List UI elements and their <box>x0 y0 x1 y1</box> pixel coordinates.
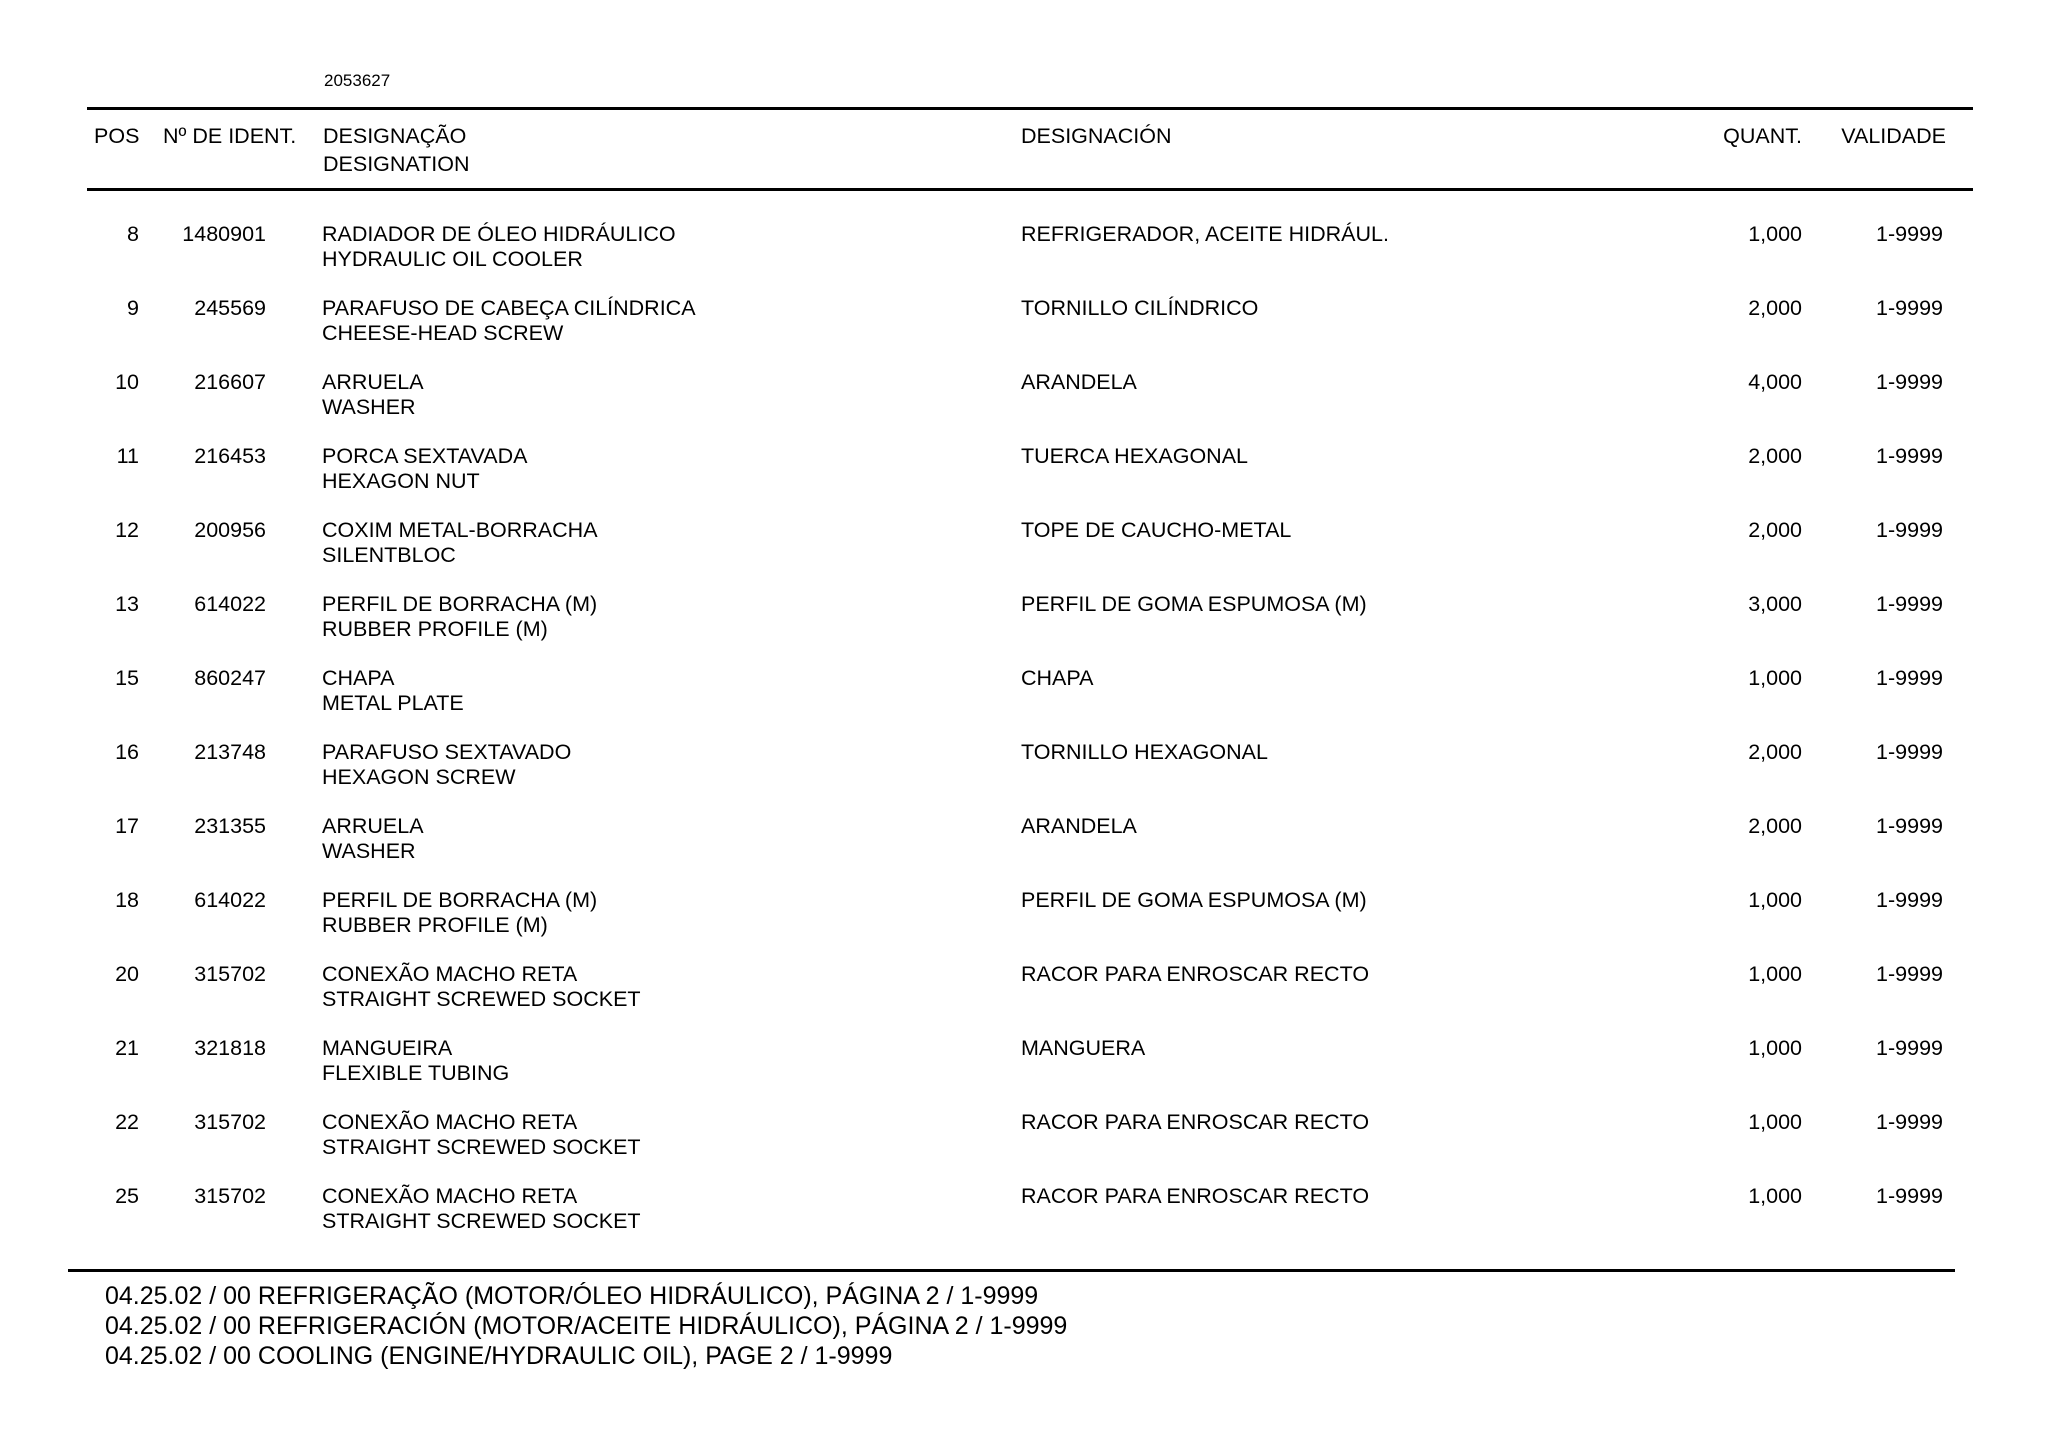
cell-ident: 213748 <box>194 740 266 764</box>
cell-designation-pt: PARAFUSO SEXTAVADO <box>322 740 572 764</box>
cell-designation-pt: CONEXÃO MACHO RETA <box>322 962 578 986</box>
cell-ident: 614022 <box>194 888 266 912</box>
header-top-rule <box>87 107 1973 110</box>
header-bottom-rule <box>87 188 1973 191</box>
cell-pos: 20 <box>115 962 139 986</box>
cell-designation-es: PERFIL DE GOMA ESPUMOSA (M) <box>1021 592 1367 616</box>
cell-pos: 8 <box>127 222 139 246</box>
cell-validade: 1-9999 <box>1876 296 1943 320</box>
cell-designation-es: REFRIGERADOR, ACEITE HIDRÁUL. <box>1021 222 1389 246</box>
table-row <box>0 1110 2048 1184</box>
cell-designation-pt: PORCA SEXTAVADA <box>322 444 528 468</box>
cell-designation-en: FLEXIBLE TUBING <box>322 1061 510 1085</box>
cell-ident: 231355 <box>194 814 266 838</box>
cell-designation-es: PERFIL DE GOMA ESPUMOSA (M) <box>1021 888 1367 912</box>
table-row <box>0 740 2048 814</box>
cell-ident: 321818 <box>194 1036 266 1060</box>
cell-designation-es: TOPE DE CAUCHO-METAL <box>1021 518 1292 542</box>
cell-designation-pt: RADIADOR DE ÓLEO HIDRÁULICO <box>322 222 676 246</box>
parts-table <box>0 222 2048 1258</box>
cell-ident: 315702 <box>194 1184 266 1208</box>
cell-validade: 1-9999 <box>1876 740 1943 764</box>
cell-validade: 1-9999 <box>1876 370 1943 394</box>
table-row <box>0 370 2048 444</box>
cell-validade: 1-9999 <box>1876 444 1943 468</box>
cell-quant: 1,000 <box>1748 1184 1802 1208</box>
cell-quant: 1,000 <box>1748 222 1802 246</box>
cell-validade: 1-9999 <box>1876 962 1943 986</box>
cell-designation-en: STRAIGHT SCREWED SOCKET <box>322 1135 641 1159</box>
column-header-quant: QUANT. <box>1723 124 1802 148</box>
table-row <box>0 444 2048 518</box>
cell-validade: 1-9999 <box>1876 1036 1943 1060</box>
cell-validade: 1-9999 <box>1876 814 1943 838</box>
cell-designation-en: STRAIGHT SCREWED SOCKET <box>322 1209 641 1233</box>
cell-validade: 1-9999 <box>1876 1184 1943 1208</box>
cell-quant: 3,000 <box>1748 592 1802 616</box>
column-header-ident: Nº DE IDENT. <box>163 124 297 148</box>
cell-designation-pt: ARRUELA <box>322 370 424 394</box>
cell-ident: 200956 <box>194 518 266 542</box>
table-row <box>0 962 2048 1036</box>
table-row <box>0 666 2048 740</box>
cell-pos: 21 <box>115 1036 139 1060</box>
cell-pos: 18 <box>115 888 139 912</box>
column-header-designacion: DESIGNACIÓN <box>1021 124 1172 148</box>
cell-designation-en: METAL PLATE <box>322 691 464 715</box>
footer <box>105 1281 1067 1371</box>
cell-designation-pt: CONEXÃO MACHO RETA <box>322 1110 578 1134</box>
cell-designation-es: RACOR PARA ENROSCAR RECTO <box>1021 1110 1370 1134</box>
cell-designation-en: RUBBER PROFILE (M) <box>322 617 548 641</box>
cell-designation-es: RACOR PARA ENROSCAR RECTO <box>1021 962 1370 986</box>
cell-pos: 17 <box>115 814 139 838</box>
column-header-designation-en: DESIGNATION <box>323 152 470 176</box>
document-number: 2053627 <box>324 71 391 90</box>
cell-quant: 2,000 <box>1748 444 1802 468</box>
cell-quant: 4,000 <box>1748 370 1802 394</box>
cell-designation-es: CHAPA <box>1021 666 1094 690</box>
table-row <box>0 296 2048 370</box>
cell-designation-pt: ARRUELA <box>322 814 424 838</box>
table-row <box>0 222 2048 296</box>
table-row <box>0 814 2048 888</box>
cell-ident: 614022 <box>194 592 266 616</box>
cell-quant: 2,000 <box>1748 814 1802 838</box>
cell-pos: 11 <box>116 444 139 468</box>
column-header-pos: POS <box>94 124 140 148</box>
cell-ident: 860247 <box>194 666 266 690</box>
cell-pos: 16 <box>115 740 139 764</box>
cell-designation-pt: PARAFUSO DE CABEÇA CILÍNDRICA <box>322 296 696 320</box>
cell-validade: 1-9999 <box>1876 1110 1943 1134</box>
table-row <box>0 592 2048 666</box>
cell-validade: 1-9999 <box>1876 666 1943 690</box>
cell-designation-es: TORNILLO HEXAGONAL <box>1021 740 1268 764</box>
cell-designation-pt: COXIM METAL-BORRACHA <box>322 518 598 542</box>
cell-pos: 22 <box>115 1110 139 1134</box>
cell-quant: 1,000 <box>1748 888 1802 912</box>
cell-ident: 216453 <box>194 444 266 468</box>
cell-designation-pt: CHAPA <box>322 666 395 690</box>
cell-pos: 15 <box>115 666 139 690</box>
cell-validade: 1-9999 <box>1876 592 1943 616</box>
table-row <box>0 888 2048 962</box>
cell-designation-en: HYDRAULIC OIL COOLER <box>322 247 583 271</box>
cell-designation-en: SILENTBLOC <box>322 543 456 567</box>
cell-quant: 1,000 <box>1748 666 1802 690</box>
cell-designation-en: STRAIGHT SCREWED SOCKET <box>322 987 641 1011</box>
footer-rule <box>68 1269 1955 1272</box>
column-header-validade: VALIDADE <box>1841 124 1946 148</box>
cell-designation-es: TUERCA HEXAGONAL <box>1021 444 1248 468</box>
cell-quant: 2,000 <box>1748 518 1802 542</box>
cell-designation-es: ARANDELA <box>1021 370 1137 394</box>
cell-ident: 315702 <box>194 962 266 986</box>
cell-ident: 245569 <box>194 296 266 320</box>
cell-designation-es: RACOR PARA ENROSCAR RECTO <box>1021 1184 1370 1208</box>
table-row <box>0 1036 2048 1110</box>
cell-quant: 2,000 <box>1748 740 1802 764</box>
cell-pos: 12 <box>115 518 139 542</box>
cell-designation-es: MANGUERA <box>1021 1036 1146 1060</box>
cell-ident: 1480901 <box>182 222 266 246</box>
cell-validade: 1-9999 <box>1876 222 1943 246</box>
cell-designation-pt: CONEXÃO MACHO RETA <box>322 1184 578 1208</box>
cell-designation-es: TORNILLO CILÍNDRICO <box>1021 296 1259 320</box>
footer-line-en: 04.25.02 / 00 COOLING (ENGINE/HYDRAULIC OIL), PAGE 2 / 1-9999 <box>105 1342 893 1370</box>
table-row <box>0 518 2048 592</box>
footer-line-es: 04.25.02 / 00 REFRIGERACIÓN (MOTOR/ACEITE HIDRÁULICO), PÁGINA 2 / 1-9999 <box>105 1312 1068 1340</box>
cell-designation-en: RUBBER PROFILE (M) <box>322 913 548 937</box>
cell-quant: 2,000 <box>1748 296 1802 320</box>
cell-ident: 315702 <box>194 1110 266 1134</box>
cell-validade: 1-9999 <box>1876 888 1943 912</box>
cell-quant: 1,000 <box>1748 1036 1802 1060</box>
cell-validade: 1-9999 <box>1876 518 1943 542</box>
cell-pos: 13 <box>115 592 139 616</box>
cell-designation-en: CHEESE-HEAD SCREW <box>322 321 564 345</box>
cell-designation-en: WASHER <box>322 839 416 863</box>
cell-quant: 1,000 <box>1748 1110 1802 1134</box>
cell-designation-pt: PERFIL DE BORRACHA (M) <box>322 592 598 616</box>
cell-pos: 10 <box>115 370 139 394</box>
cell-pos: 9 <box>127 296 139 320</box>
cell-designation-en: HEXAGON NUT <box>322 469 480 493</box>
column-header-designacao: DESIGNAÇÃO <box>323 124 467 148</box>
cell-ident: 216607 <box>194 370 266 394</box>
cell-designation-pt: PERFIL DE BORRACHA (M) <box>322 888 598 912</box>
cell-quant: 1,000 <box>1748 962 1802 986</box>
cell-designation-en: WASHER <box>322 395 416 419</box>
column-header-designation <box>323 122 470 178</box>
cell-pos: 25 <box>115 1184 139 1208</box>
cell-designation-en: HEXAGON SCREW <box>322 765 516 789</box>
footer-line-pt: 04.25.02 / 00 REFRIGERAÇÃO (MOTOR/ÓLEO HIDRÁULICO), PÁGINA 2 / 1-9999 <box>105 1282 1039 1310</box>
table-row <box>0 1184 2048 1258</box>
cell-designation-pt: MANGUEIRA <box>322 1036 453 1060</box>
cell-designation-es: ARANDELA <box>1021 814 1137 838</box>
